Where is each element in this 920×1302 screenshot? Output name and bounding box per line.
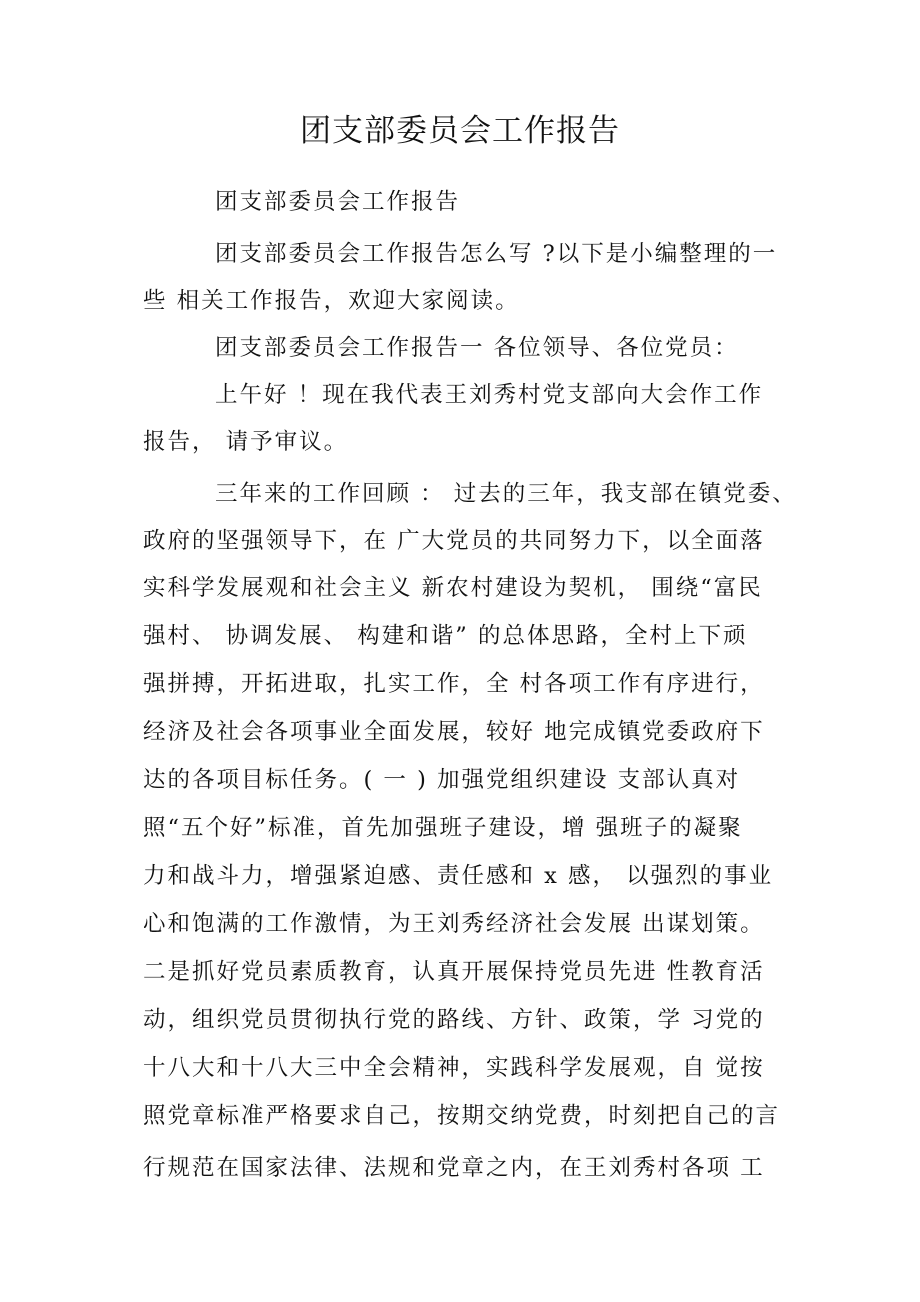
paragraph-line: 行规范在国家法律、法规和党章之内，在王刘秀村各项 工 xyxy=(143,1155,765,1181)
document-title: 团支部委员会工作报告 xyxy=(300,113,620,149)
paragraph-line: 团支部委员会工作报告怎么写 ?以下是小编整理的一 xyxy=(215,241,778,267)
paragraph-line: 力和战斗力，增强紧迫感、责任感和 x 感， 以强烈的事业 xyxy=(143,863,774,889)
paragraph-line: 照“五个好”标准，首先加强班子建设，增 强班子的凝聚 xyxy=(143,815,743,841)
paragraph-line: 团支部委员会工作报告一 各位领导、各位党员： xyxy=(215,335,739,361)
paragraph-line: 动，组织党员贯彻执行党的路线、方针、政策，学 习党的 xyxy=(143,1007,765,1033)
paragraph-line: 经济及社会各项事业全面发展，较好 地完成镇党委政府下 xyxy=(143,719,765,745)
paragraph-line: 心和饱满的工作激情，为王刘秀经济社会发展 出谋划策。 xyxy=(143,911,765,937)
paragraph-line: 强拼搏，开拓进取，扎实工作，全 村各项工作有序进行， xyxy=(143,671,765,697)
paragraph-line: 报告， 请予审议。 xyxy=(143,429,349,455)
paragraph-line: 达的各项目标任务。( 一 ) 加强党组织建设 支部认真对 xyxy=(143,767,741,793)
paragraph-line: 强村、 协调发展、 构建和谐” 的总体思路，全村上下顽 xyxy=(143,623,748,649)
paragraph-line: 团支部委员会工作报告 xyxy=(215,189,461,215)
paragraph-line: 些 相关工作报告，欢迎大家阅读。 xyxy=(143,288,520,314)
paragraph-line: 照党章标准严格要求自己，按期交纳党费，时刻把自己的言 xyxy=(143,1103,781,1129)
paragraph-line: 政府的坚强领导下，在 广大党员的共同努力下，以全面落 xyxy=(143,528,765,554)
paragraph-line: 二是抓好党员素质教育，认真开展保持党员先进 性教育活 xyxy=(143,959,765,985)
paragraph-line: 三年来的工作回顾 ： 过去的三年，我支部在镇党委、 xyxy=(215,481,797,507)
paragraph-line: 上午好 ！现在我代表王刘秀村党支部向大会作工作 xyxy=(215,382,764,408)
paragraph-line: 实科学发展观和社会主义 新农村建设为契机， 围绕“富民 xyxy=(143,575,763,601)
paragraph-line: 十八大和十八大三中全会精神，实践科学发展观，自 觉按 xyxy=(143,1055,765,1081)
